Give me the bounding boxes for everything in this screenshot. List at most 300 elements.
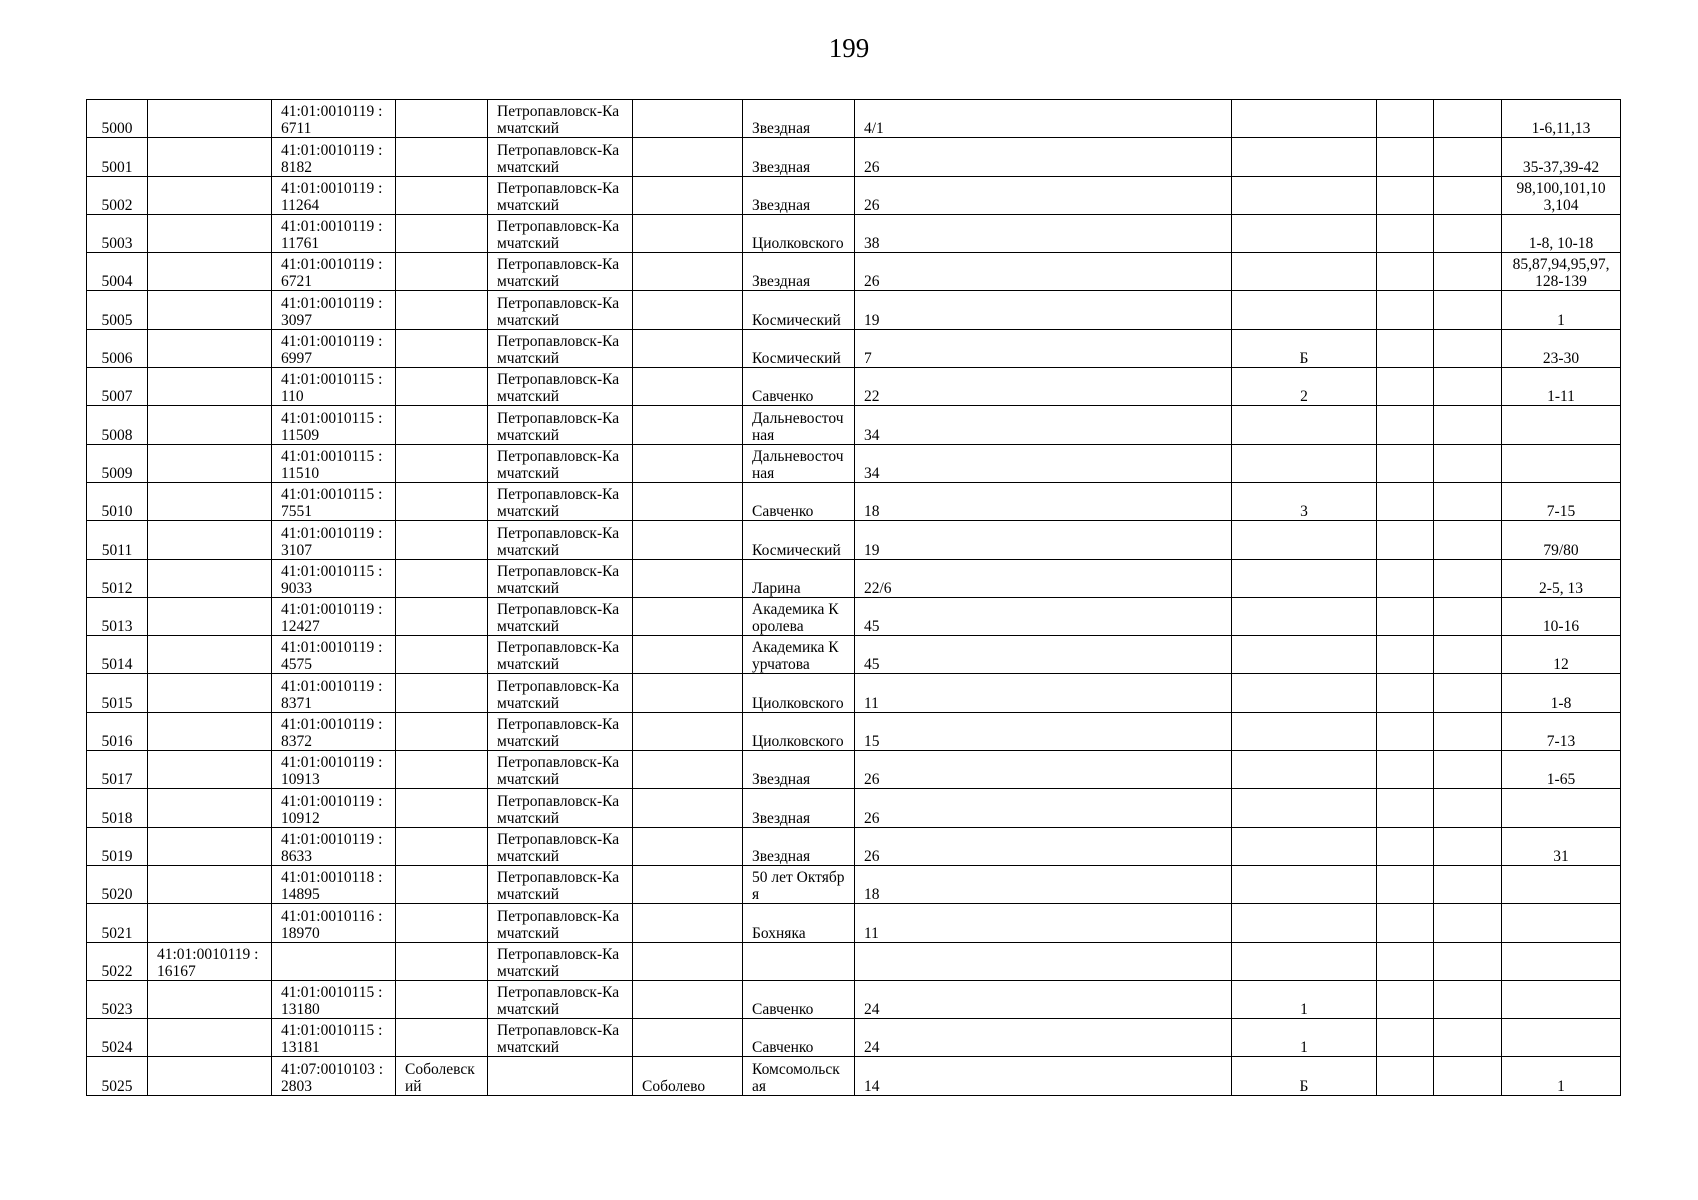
locality-cell — [633, 712, 743, 750]
cadastral-number-a-cell — [148, 559, 272, 597]
cadastral-number-b-cell: 41:01:0010119 :10913 — [272, 751, 396, 789]
spacer-cell — [1434, 482, 1502, 520]
apartments-cell: 7-15 — [1502, 482, 1621, 520]
district-cell — [396, 1019, 488, 1057]
row-number-cell: 5000 — [87, 100, 148, 138]
locality-cell — [633, 674, 743, 712]
building-cell — [1232, 789, 1377, 827]
building-cell — [1232, 751, 1377, 789]
cadastral-number-a-cell — [148, 980, 272, 1018]
spacer-cell — [1434, 138, 1502, 176]
apartments-cell: 23-30 — [1502, 329, 1621, 367]
apartments-cell — [1502, 904, 1621, 942]
cadastral-number-a-cell — [148, 406, 272, 444]
cadastral-number-a-cell — [148, 751, 272, 789]
table-row — [87, 865, 1621, 903]
structure-cell — [1377, 444, 1434, 482]
row-number-cell: 5013 — [87, 597, 148, 635]
locality-cell — [633, 942, 743, 980]
structure-cell — [1377, 1019, 1434, 1057]
table-row — [87, 827, 1621, 865]
row-number-cell: 5015 — [87, 674, 148, 712]
district-cell — [396, 176, 488, 214]
table-row — [87, 138, 1621, 176]
row-number-cell: 5003 — [87, 214, 148, 252]
cadastral-number-b-cell: 41:01:0010115 :13181 — [272, 1019, 396, 1057]
district-cell — [396, 482, 488, 520]
district-cell — [396, 100, 488, 138]
apartments-cell — [1502, 865, 1621, 903]
city-cell: Петропавловск-Камчатский — [488, 214, 633, 252]
city-cell: Петропавловск-Камчатский — [488, 942, 633, 980]
cadastral-number-a-cell — [148, 138, 272, 176]
structure-cell — [1377, 865, 1434, 903]
cadastral-number-b-cell: 41:01:0010119 :8372 — [272, 712, 396, 750]
building-cell — [1232, 100, 1377, 138]
cadastral-number-b-cell: 41:01:0010119 :3097 — [272, 291, 396, 329]
row-number-cell: 5006 — [87, 329, 148, 367]
street-cell: Циолковского — [743, 214, 855, 252]
building-cell — [1232, 559, 1377, 597]
locality-cell — [633, 636, 743, 674]
apartments-cell: 85,87,94,95,97, 128-139 — [1502, 253, 1621, 291]
cadastral-number-b-cell: 41:01:0010118 :14895 — [272, 865, 396, 903]
locality-cell: Соболево — [633, 1057, 743, 1095]
row-number-cell: 5024 — [87, 1019, 148, 1057]
house-cell: 26 — [855, 138, 1232, 176]
locality-cell — [633, 368, 743, 406]
locality-cell — [633, 253, 743, 291]
building-cell — [1232, 674, 1377, 712]
district-cell — [396, 138, 488, 176]
row-number-cell: 5012 — [87, 559, 148, 597]
locality-cell — [633, 980, 743, 1018]
structure-cell — [1377, 329, 1434, 367]
cadastral-number-b-cell: 41:01:0010119 :6997 — [272, 329, 396, 367]
district-cell — [396, 827, 488, 865]
locality-cell — [633, 176, 743, 214]
apartments-cell: 1-11 — [1502, 368, 1621, 406]
locality-cell — [633, 214, 743, 252]
row-number-cell: 5018 — [87, 789, 148, 827]
street-cell: Академика Королева — [743, 597, 855, 635]
cadastral-number-b-cell: 41:01:0010115 :11510 — [272, 444, 396, 482]
street-cell: Звездная — [743, 100, 855, 138]
building-cell: 1 — [1232, 980, 1377, 1018]
street-cell: Бохняка — [743, 904, 855, 942]
street-cell: Звездная — [743, 827, 855, 865]
building-cell: 3 — [1232, 482, 1377, 520]
structure-cell — [1377, 980, 1434, 1018]
building-cell: Б — [1232, 1057, 1377, 1095]
spacer-cell — [1434, 368, 1502, 406]
house-cell: 14 — [855, 1057, 1232, 1095]
structure-cell — [1377, 291, 1434, 329]
city-cell: Петропавловск-Камчатский — [488, 521, 633, 559]
cadastral-number-a-cell — [148, 368, 272, 406]
apartments-cell: 1-8 — [1502, 674, 1621, 712]
building-cell — [1232, 636, 1377, 674]
page-number: 199 — [828, 33, 870, 63]
structure-cell — [1377, 138, 1434, 176]
registry-table — [86, 99, 1621, 1096]
table-row — [87, 904, 1621, 942]
house-cell: 45 — [855, 597, 1232, 635]
row-number-cell: 5021 — [87, 904, 148, 942]
street-cell: Циолковского — [743, 712, 855, 750]
table-row — [87, 789, 1621, 827]
spacer-cell — [1434, 559, 1502, 597]
cadastral-number-b-cell: 41:07:0010103 :2803 — [272, 1057, 396, 1095]
structure-cell — [1377, 521, 1434, 559]
cadastral-number-a-cell — [148, 597, 272, 635]
cadastral-number-a-cell — [148, 329, 272, 367]
district-cell — [396, 253, 488, 291]
apartments-cell — [1502, 1019, 1621, 1057]
row-number-cell: 5010 — [87, 482, 148, 520]
apartments-cell — [1502, 942, 1621, 980]
building-cell — [1232, 444, 1377, 482]
district-cell — [396, 980, 488, 1018]
table-row — [87, 559, 1621, 597]
building-cell — [1232, 712, 1377, 750]
district-cell — [396, 406, 488, 444]
house-cell: 11 — [855, 674, 1232, 712]
table-row — [87, 214, 1621, 252]
spacer-cell — [1434, 1019, 1502, 1057]
locality-cell — [633, 138, 743, 176]
structure-cell — [1377, 214, 1434, 252]
building-cell — [1232, 904, 1377, 942]
spacer-cell — [1434, 904, 1502, 942]
street-cell: Космический — [743, 521, 855, 559]
locality-cell — [633, 291, 743, 329]
district-cell — [396, 789, 488, 827]
row-number-cell: 5002 — [87, 176, 148, 214]
table-row — [87, 674, 1621, 712]
spacer-cell — [1434, 827, 1502, 865]
district-cell — [396, 559, 488, 597]
structure-cell — [1377, 559, 1434, 597]
table-row — [87, 444, 1621, 482]
cadastral-number-a-cell — [148, 674, 272, 712]
locality-cell — [633, 100, 743, 138]
building-cell: Б — [1232, 329, 1377, 367]
cadastral-number-a-cell — [148, 1019, 272, 1057]
spacer-cell — [1434, 789, 1502, 827]
city-cell: Петропавловск-Камчатский — [488, 329, 633, 367]
table-row — [87, 942, 1621, 980]
table-row — [87, 482, 1621, 520]
apartments-cell: 1-8, 10-18 — [1502, 214, 1621, 252]
apartments-cell: 1 — [1502, 291, 1621, 329]
city-cell: Петропавловск-Камчатский — [488, 597, 633, 635]
locality-cell — [633, 597, 743, 635]
structure-cell — [1377, 712, 1434, 750]
apartments-cell: 98,100,101,103,104 — [1502, 176, 1621, 214]
spacer-cell — [1434, 751, 1502, 789]
building-cell: 2 — [1232, 368, 1377, 406]
registry-body — [87, 100, 1621, 1096]
cadastral-number-b-cell — [272, 942, 396, 980]
building-cell — [1232, 214, 1377, 252]
cadastral-number-a-cell — [148, 253, 272, 291]
apartments-cell: 79/80 — [1502, 521, 1621, 559]
city-cell: Петропавловск-Камчатский — [488, 559, 633, 597]
street-cell: Звездная — [743, 789, 855, 827]
city-cell: Петропавловск-Камчатский — [488, 1019, 633, 1057]
street-cell: Комсомольская — [743, 1057, 855, 1095]
house-cell: 4/1 — [855, 100, 1232, 138]
cadastral-number-b-cell: 41:01:0010115 :110 — [272, 368, 396, 406]
cadastral-number-a-cell — [148, 482, 272, 520]
spacer-cell — [1434, 636, 1502, 674]
district-cell — [396, 904, 488, 942]
locality-cell — [633, 406, 743, 444]
cadastral-number-a-cell — [148, 291, 272, 329]
cadastral-number-b-cell: 41:01:0010119 :8633 — [272, 827, 396, 865]
spacer-cell — [1434, 406, 1502, 444]
city-cell: Петропавловск-Камчатский — [488, 674, 633, 712]
row-number-cell: 5025 — [87, 1057, 148, 1095]
city-cell: Петропавловск-Камчатский — [488, 482, 633, 520]
cadastral-number-b-cell: 41:01:0010119 :12427 — [272, 597, 396, 635]
cadastral-number-a-cell — [148, 176, 272, 214]
cadastral-number-a-cell — [148, 904, 272, 942]
table-row — [87, 291, 1621, 329]
street-cell: Дальневосточная — [743, 406, 855, 444]
apartments-cell — [1502, 444, 1621, 482]
row-number-cell: 5019 — [87, 827, 148, 865]
cadastral-number-a-cell — [148, 789, 272, 827]
district-cell — [396, 751, 488, 789]
apartments-cell: 2-5, 13 — [1502, 559, 1621, 597]
row-number-cell: 5023 — [87, 980, 148, 1018]
structure-cell — [1377, 904, 1434, 942]
city-cell: Петропавловск-Камчатский — [488, 291, 633, 329]
locality-cell — [633, 329, 743, 367]
district-cell — [396, 521, 488, 559]
spacer-cell — [1434, 865, 1502, 903]
cadastral-number-a-cell: 41:01:0010119 :16167 — [148, 942, 272, 980]
spacer-cell — [1434, 214, 1502, 252]
locality-cell — [633, 865, 743, 903]
district-cell — [396, 712, 488, 750]
spacer-cell — [1434, 597, 1502, 635]
city-cell: Петропавловск-Камчатский — [488, 406, 633, 444]
locality-cell — [633, 789, 743, 827]
building-cell — [1232, 827, 1377, 865]
cadastral-number-a-cell — [148, 712, 272, 750]
spacer-cell — [1434, 674, 1502, 712]
street-cell: Академика Курчатова — [743, 636, 855, 674]
house-cell: 18 — [855, 482, 1232, 520]
street-cell: Звездная — [743, 751, 855, 789]
cadastral-number-b-cell: 41:01:0010115 :13180 — [272, 980, 396, 1018]
street-cell: Савченко — [743, 1019, 855, 1057]
district-cell — [396, 942, 488, 980]
cadastral-number-b-cell: 41:01:0010119 :8182 — [272, 138, 396, 176]
spacer-cell — [1434, 712, 1502, 750]
building-cell — [1232, 521, 1377, 559]
row-number-cell: 5020 — [87, 865, 148, 903]
street-cell: Ларина — [743, 559, 855, 597]
apartments-cell — [1502, 406, 1621, 444]
spacer-cell — [1434, 444, 1502, 482]
city-cell: Петропавловск-Камчатский — [488, 827, 633, 865]
city-cell — [488, 1057, 633, 1095]
structure-cell — [1377, 253, 1434, 291]
street-cell: Звездная — [743, 253, 855, 291]
apartments-cell — [1502, 789, 1621, 827]
building-cell — [1232, 942, 1377, 980]
building-cell: 1 — [1232, 1019, 1377, 1057]
house-cell: 7 — [855, 329, 1232, 367]
table-row — [87, 712, 1621, 750]
street-cell: Савченко — [743, 368, 855, 406]
house-cell: 26 — [855, 176, 1232, 214]
district-cell — [396, 597, 488, 635]
house-cell: 19 — [855, 521, 1232, 559]
street-cell — [743, 942, 855, 980]
apartments-cell: 1-65 — [1502, 751, 1621, 789]
building-cell — [1232, 176, 1377, 214]
spacer-cell — [1434, 1057, 1502, 1095]
structure-cell — [1377, 176, 1434, 214]
building-cell — [1232, 406, 1377, 444]
row-number-cell: 5011 — [87, 521, 148, 559]
city-cell: Петропавловск-Камчатский — [488, 138, 633, 176]
house-cell: 15 — [855, 712, 1232, 750]
district-cell — [396, 674, 488, 712]
city-cell: Петропавловск-Камчатский — [488, 904, 633, 942]
cadastral-number-a-cell — [148, 827, 272, 865]
locality-cell — [633, 751, 743, 789]
cadastral-number-a-cell — [148, 865, 272, 903]
building-cell — [1232, 597, 1377, 635]
structure-cell — [1377, 406, 1434, 444]
cadastral-number-b-cell: 41:01:0010119 :6721 — [272, 253, 396, 291]
table-row — [87, 406, 1621, 444]
street-cell: Савченко — [743, 980, 855, 1018]
cadastral-number-b-cell: 41:01:0010119 :10912 — [272, 789, 396, 827]
city-cell: Петропавловск-Камчатский — [488, 636, 633, 674]
house-cell: 18 — [855, 865, 1232, 903]
street-cell: Звездная — [743, 176, 855, 214]
cadastral-number-b-cell: 41:01:0010119 :11761 — [272, 214, 396, 252]
table-row — [87, 253, 1621, 291]
street-cell: Звездная — [743, 138, 855, 176]
district-cell — [396, 865, 488, 903]
house-cell: 34 — [855, 406, 1232, 444]
street-cell: Космический — [743, 291, 855, 329]
spacer-cell — [1434, 521, 1502, 559]
cadastral-number-a-cell — [148, 100, 272, 138]
cadastral-number-b-cell: 41:01:0010115 :11509 — [272, 406, 396, 444]
table-row — [87, 751, 1621, 789]
house-cell: 26 — [855, 751, 1232, 789]
cadastral-number-a-cell — [148, 1057, 272, 1095]
apartments-cell: 7-13 — [1502, 712, 1621, 750]
house-cell: 26 — [855, 789, 1232, 827]
table-row — [87, 1057, 1621, 1095]
city-cell: Петропавловск-Камчатский — [488, 789, 633, 827]
district-cell — [396, 214, 488, 252]
district-cell — [396, 636, 488, 674]
city-cell: Петропавловск-Камчатский — [488, 980, 633, 1018]
table-row — [87, 521, 1621, 559]
structure-cell — [1377, 368, 1434, 406]
city-cell: Петропавловск-Камчатский — [488, 712, 633, 750]
building-cell — [1232, 865, 1377, 903]
row-number-cell: 5017 — [87, 751, 148, 789]
cadastral-number-b-cell: 41:01:0010119 :3107 — [272, 521, 396, 559]
city-cell: Петропавловск-Камчатский — [488, 865, 633, 903]
row-number-cell: 5005 — [87, 291, 148, 329]
house-cell: 26 — [855, 253, 1232, 291]
city-cell: Петропавловск-Камчатский — [488, 100, 633, 138]
cadastral-number-b-cell: 41:01:0010119 :6711 — [272, 100, 396, 138]
house-cell: 24 — [855, 1019, 1232, 1057]
street-cell: Савченко — [743, 482, 855, 520]
row-number-cell: 5009 — [87, 444, 148, 482]
apartments-cell: 31 — [1502, 827, 1621, 865]
city-cell: Петропавловск-Камчатский — [488, 444, 633, 482]
table-row — [87, 980, 1621, 1018]
apartments-cell: 35-37,39-42 — [1502, 138, 1621, 176]
spacer-cell — [1434, 176, 1502, 214]
table-row — [87, 636, 1621, 674]
cadastral-number-b-cell: 41:01:0010115 :7551 — [272, 482, 396, 520]
house-cell: 11 — [855, 904, 1232, 942]
district-cell — [396, 291, 488, 329]
table-row — [87, 100, 1621, 138]
row-number-cell: 5008 — [87, 406, 148, 444]
city-cell: Петропавловск-Камчатский — [488, 253, 633, 291]
structure-cell — [1377, 942, 1434, 980]
table-row — [87, 176, 1621, 214]
building-cell — [1232, 138, 1377, 176]
house-cell: 26 — [855, 827, 1232, 865]
apartments-cell: 12 — [1502, 636, 1621, 674]
structure-cell — [1377, 1057, 1434, 1095]
cadastral-number-a-cell — [148, 521, 272, 559]
street-cell: Космический — [743, 329, 855, 367]
district-cell — [396, 329, 488, 367]
street-cell: Циолковского — [743, 674, 855, 712]
city-cell: Петропавловск-Камчатский — [488, 751, 633, 789]
structure-cell — [1377, 636, 1434, 674]
row-number-cell: 5016 — [87, 712, 148, 750]
row-number-cell: 5022 — [87, 942, 148, 980]
house-cell: 19 — [855, 291, 1232, 329]
locality-cell — [633, 444, 743, 482]
district-cell — [396, 444, 488, 482]
cadastral-number-a-cell — [148, 444, 272, 482]
locality-cell — [633, 827, 743, 865]
district-cell — [396, 368, 488, 406]
district-cell: Соболевский — [396, 1057, 488, 1095]
row-number-cell: 5004 — [87, 253, 148, 291]
house-cell: 22 — [855, 368, 1232, 406]
house-cell: 38 — [855, 214, 1232, 252]
cadastral-number-a-cell — [148, 636, 272, 674]
table-row — [87, 329, 1621, 367]
apartments-cell — [1502, 980, 1621, 1018]
locality-cell — [633, 482, 743, 520]
cadastral-number-b-cell: 41:01:0010119 :8371 — [272, 674, 396, 712]
cadastral-number-b-cell: 41:01:0010119 :11264 — [272, 176, 396, 214]
